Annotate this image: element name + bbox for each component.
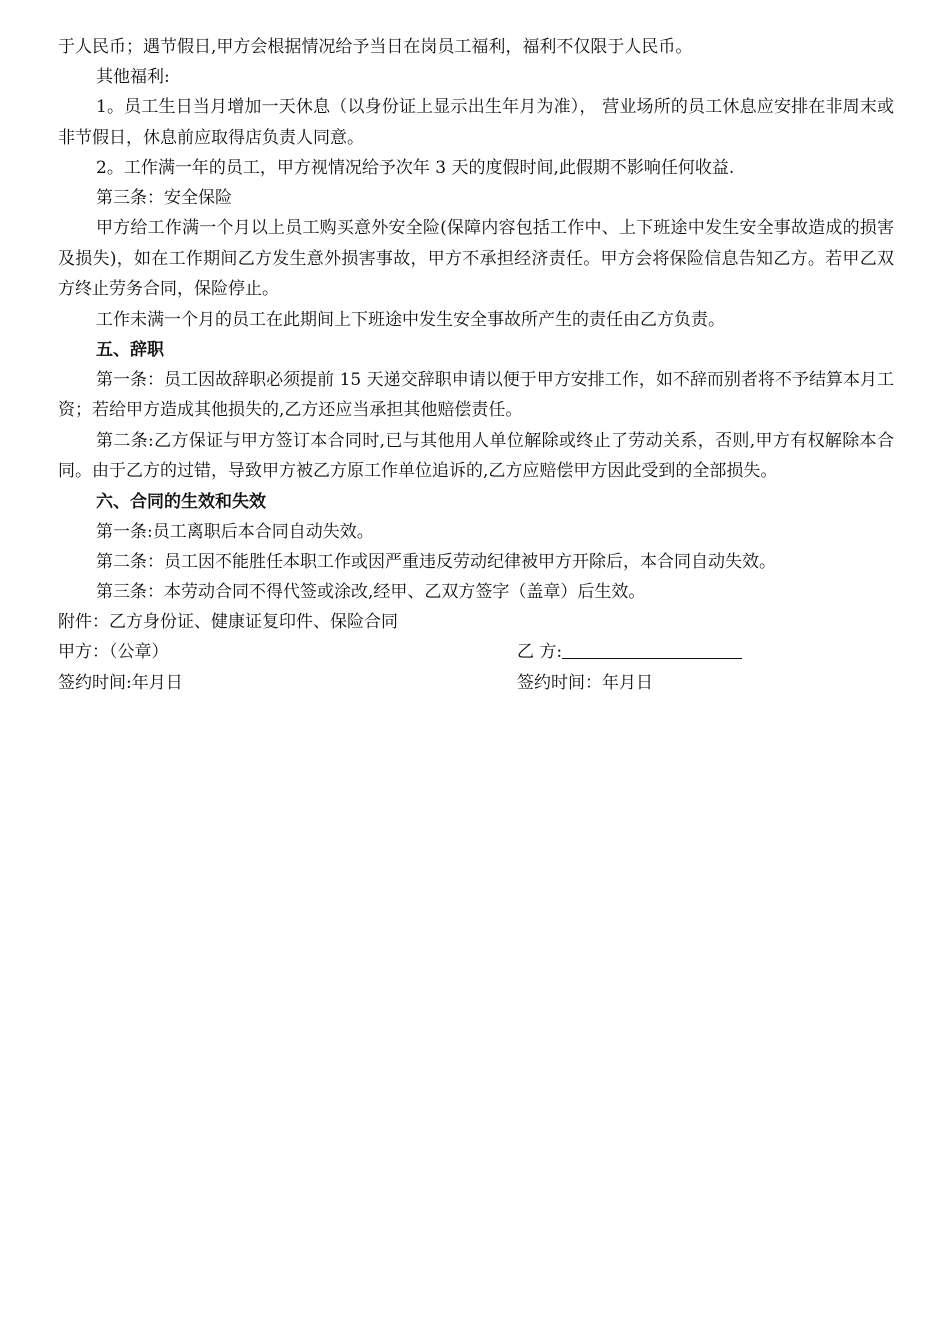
benefit-item-birthday: 1。员工生日当月增加一天休息（以身份证上显示出生年月为准）， 营业场所的员工休息应安排在非周末或非节假日，休息前应取得店负责人同意。 [58, 97, 894, 148]
section-6-heading: 六、合同的生效和失效 [96, 491, 266, 512]
party-a-signing-date: 签约时间:年月日 [58, 672, 183, 693]
contract-page [58, 32, 894, 699]
attachments-line: 附件：乙方身份证、健康证复印件、保险合同 [58, 611, 398, 632]
other-benefits-title: 其他福利: [96, 67, 170, 87]
party-b-label: 乙 方: [517, 641, 563, 662]
holiday-benefit-continuation: 于人民币；遇节假日,甲方会根据情况给予当日在岗员工福利，福利不仅限于人民币。 [58, 37, 693, 57]
party-b-signature-blank[interactable] [562, 640, 742, 659]
resignation-article-2: 第二条:乙方保证与甲方签订本合同时,已与其他用人单位解除或终止了劳动关系，否则,甲方有权解除本合同。由于乙方的过错，导致甲方被乙方原工作单位追诉的,乙方应赔偿甲方因此受到的全部损失。 [58, 430, 894, 481]
resignation-article-1: 第一条：员工因故辞职必须提前 15 天递交辞职申请以便于甲方安排工作，如不辞而别者将不予结算本月工资；若给甲方造成其他损失的,乙方还应当承担其他赔偿责任。 [58, 369, 894, 420]
signature-row [58, 637, 894, 668]
article-3-title: 第三条：安全保险 [96, 188, 232, 208]
insurance-paragraph: 甲方给工作满一个月以上员工购买意外安全险(保障内容包括工作中、上下班途中发生安全事故造成的损害及损失)，如在工作期间乙方发生意外损害事故，甲方不承担经济责任。甲方会将保险信息告知乙方。若甲乙双方终止劳务合同，保险停止。 [58, 218, 894, 299]
validity-article-2: 第二条：员工因不能胜任本职工作或因严重违反劳动纪律被甲方开除后，本合同自动失效。 [96, 551, 776, 572]
insurance-paragraph-2: 工作未满一个月的员工在此期间上下班途中发生安全事故所产生的责任由乙方负责。 [96, 309, 725, 330]
signing-date-row [58, 668, 894, 699]
party-b-signature [517, 637, 742, 668]
party-a-signature: 甲方：（公章） [58, 641, 169, 662]
benefit-item-vacation: 2。工作满一年的员工，甲方视情况给予次年 3 天的度假时间,此假期不影响任何收益. [96, 158, 735, 178]
validity-article-3: 第三条：本劳动合同不得代签或涂改,经甲、乙双方签字（盖章）后生效。 [96, 581, 646, 602]
validity-article-1: 第一条:员工离职后本合同自动失效。 [96, 521, 374, 542]
party-b-signing-date: 签约时间：年月日 [517, 672, 653, 693]
section-5-heading: 五、辞职 [96, 339, 164, 360]
